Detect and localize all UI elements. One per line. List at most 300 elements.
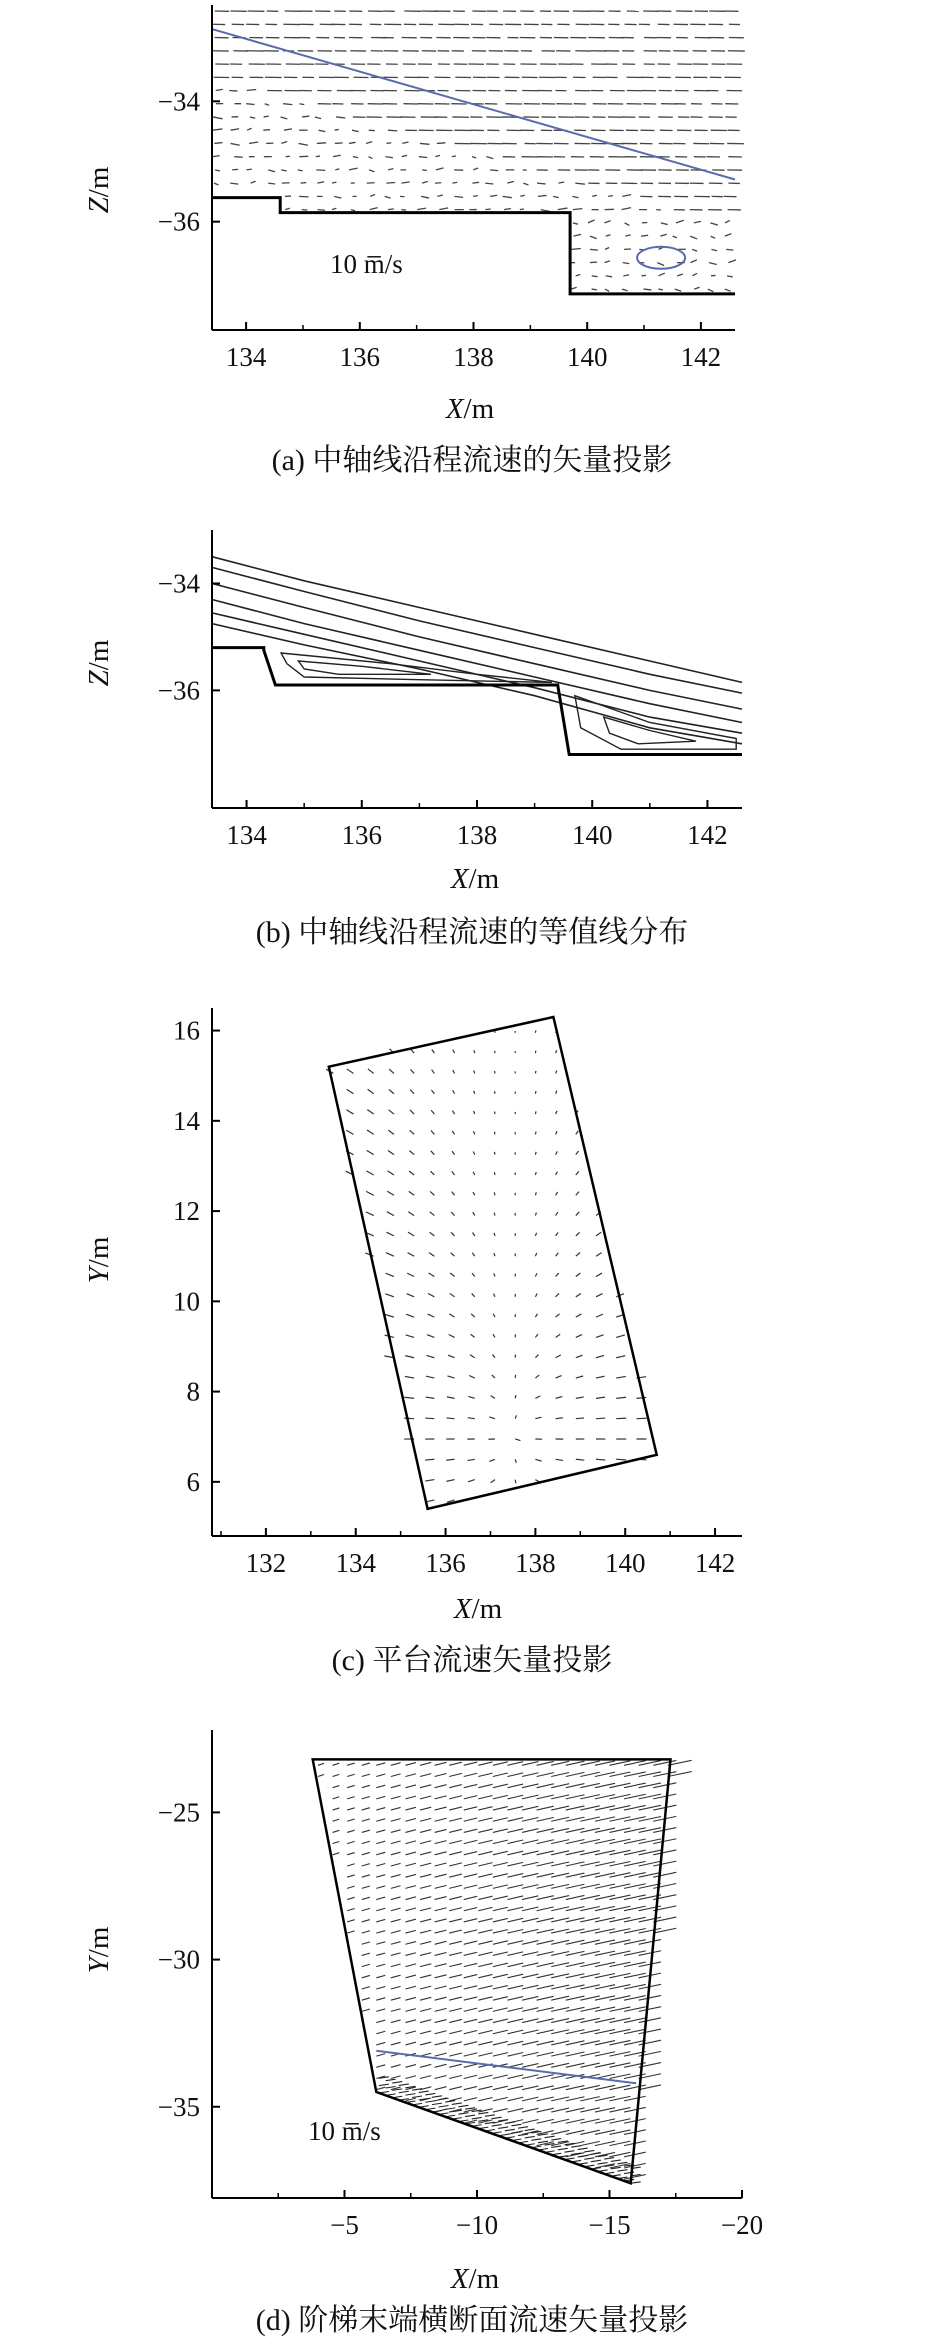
vector-arrow xyxy=(347,1774,354,1776)
vector-arrow xyxy=(346,1110,353,1114)
vector-arrow xyxy=(507,1963,523,1967)
vector-arrow xyxy=(507,1896,523,1900)
vector-arrow xyxy=(507,2097,523,2101)
panel-c-x-tick-label: 136 xyxy=(425,1548,466,1578)
vector-arrow xyxy=(623,263,630,264)
vector-arrow xyxy=(389,1069,394,1073)
vector-arrow xyxy=(450,1293,455,1296)
vector-arrow xyxy=(446,1480,454,1482)
vector-arrow xyxy=(376,1819,385,1821)
vector-arrow xyxy=(435,1919,447,1922)
vector-arrow xyxy=(391,1830,401,1833)
vector-arrow xyxy=(673,236,677,238)
vector-arrow xyxy=(464,2053,477,2056)
vector-arrow xyxy=(452,2103,462,2105)
vector-arrow xyxy=(622,195,631,197)
vector-arrow xyxy=(385,1314,394,1317)
vector-arrow xyxy=(596,1253,602,1257)
vector-arrow xyxy=(596,1273,602,1276)
vector-arrow xyxy=(449,1852,462,1855)
vector-arrow xyxy=(493,2097,508,2100)
vector-arrow xyxy=(409,1171,414,1175)
vector-arrow xyxy=(522,1941,538,1945)
vector-arrow xyxy=(478,1796,492,1799)
vector-arrow xyxy=(391,1841,401,1844)
vector-arrow xyxy=(492,2125,502,2127)
vector-arrow xyxy=(385,196,391,198)
vector-arrow xyxy=(537,1896,554,1900)
vector-arrow xyxy=(493,2041,508,2044)
vector-arrow xyxy=(246,104,254,105)
panel-c-y-axis-label: Y/m xyxy=(83,1236,115,1284)
vector-arrow xyxy=(507,1918,523,1922)
vector-arrow xyxy=(405,1356,414,1358)
vector-arrow xyxy=(387,1232,394,1236)
vector-arrow xyxy=(471,1314,475,1317)
vector-arrow xyxy=(388,1171,394,1175)
vector-arrow xyxy=(537,2097,554,2101)
vector-arrow xyxy=(525,2136,535,2138)
vector-arrow xyxy=(535,1314,537,1317)
panel-a-x-axis-label: X/m xyxy=(445,393,495,425)
vector-arrow xyxy=(319,130,326,131)
vector-arrow xyxy=(464,1852,477,1855)
vector-arrow xyxy=(596,1397,605,1398)
vector-arrow xyxy=(229,90,237,91)
vector-arrow xyxy=(449,1919,462,1922)
vector-arrow xyxy=(408,1232,414,1236)
vector-arrow xyxy=(449,2053,462,2056)
vector-arrow xyxy=(409,1151,414,1155)
vector-arrow xyxy=(437,195,442,196)
vector-arrow xyxy=(449,1975,462,1978)
vector-arrow xyxy=(464,1997,477,2000)
vector-arrow xyxy=(522,1918,538,1922)
vector-arrow xyxy=(507,1974,523,1978)
panel-c-axes xyxy=(173,1008,742,1578)
vector-arrow xyxy=(478,1952,492,1955)
vector-arrow xyxy=(537,2086,554,2090)
vector-arrow xyxy=(420,2076,431,2079)
vector-arrow xyxy=(507,1907,523,1911)
vector-arrow xyxy=(525,2129,535,2131)
vector-arrow xyxy=(426,1376,434,1378)
panel-c-x-tick-label: 132 xyxy=(245,1548,287,1578)
vector-arrow xyxy=(379,2084,389,2086)
vector-arrow xyxy=(420,1852,431,1855)
vector-arrow xyxy=(522,1963,538,1967)
vector-arrow xyxy=(420,143,429,144)
vector-arrow xyxy=(366,1171,373,1175)
vector-arrow xyxy=(493,1784,508,1787)
vector-arrow xyxy=(478,1907,492,1910)
vector-arrow xyxy=(432,1070,435,1074)
vector-arrow xyxy=(362,1852,370,1854)
vector-arrow xyxy=(472,182,479,183)
vector-arrow xyxy=(472,2117,482,2119)
vector-arrow xyxy=(429,1273,435,1276)
vector-arrow xyxy=(471,1334,475,1337)
vector-arrow xyxy=(551,2139,561,2141)
vector-arrow xyxy=(472,1253,474,1256)
vector-arrow xyxy=(490,170,498,171)
panel-a-eddy-contour xyxy=(637,247,685,269)
vector-arrow xyxy=(385,1294,394,1297)
vector-arrow xyxy=(404,1397,414,1398)
vector-arrow xyxy=(537,2030,554,2034)
vector-arrow xyxy=(435,2020,447,2023)
vector-arrow xyxy=(449,2064,462,2067)
vector-arrow xyxy=(367,1110,373,1114)
vector-arrow xyxy=(711,249,716,250)
vector-arrow xyxy=(347,1864,354,1866)
vector-arrow xyxy=(420,2009,431,2012)
vector-arrow xyxy=(410,1130,414,1134)
panel-c-caption: (c) 平台流速矢量投影 xyxy=(331,1644,613,1677)
vector-arrow xyxy=(507,1806,523,1810)
vector-arrow xyxy=(405,1886,415,1889)
vector-arrow xyxy=(405,2020,415,2023)
vector-arrow xyxy=(362,1774,370,1776)
vector-arrow xyxy=(464,1784,477,1787)
vector-arrow xyxy=(376,1964,385,1966)
panel-c-y-tick-label: 16 xyxy=(173,1015,200,1046)
vector-arrow xyxy=(362,1808,370,1810)
vector-arrow xyxy=(494,1192,495,1195)
vector-arrow xyxy=(376,1942,385,1944)
vector-arrow xyxy=(449,1863,462,1866)
vector-arrow xyxy=(405,1919,415,1922)
vector-arrow xyxy=(392,2082,402,2084)
vector-arrow xyxy=(425,1459,434,1460)
vector-arrow xyxy=(478,1885,492,1888)
vector-arrow xyxy=(391,1942,401,1945)
vector-arrow xyxy=(458,2113,468,2115)
vector-arrow xyxy=(405,1863,415,1866)
vector-arrow xyxy=(616,1418,626,1419)
vector-arrow xyxy=(576,1397,584,1398)
vector-arrow xyxy=(435,2076,447,2079)
vector-arrow xyxy=(389,1089,394,1093)
vector-arrow xyxy=(317,143,326,144)
vector-arrow xyxy=(522,1862,538,1866)
vector-arrow xyxy=(464,1952,477,1955)
vector-arrow xyxy=(537,1829,554,1833)
vector-arrow xyxy=(493,1840,508,1843)
vector-arrow xyxy=(425,2101,435,2103)
panel-a-x-tick-label: 140 xyxy=(566,342,608,372)
vector-arrow xyxy=(558,208,568,210)
vector-arrow xyxy=(606,235,611,236)
vector-arrow xyxy=(391,2031,401,2034)
vector-arrow xyxy=(535,1294,537,1297)
vector-arrow xyxy=(464,1818,477,1821)
vector-arrow xyxy=(391,1774,401,1777)
vector-arrow xyxy=(431,1110,434,1114)
vector-arrow xyxy=(507,1840,523,1844)
vector-arrow xyxy=(362,1908,370,1910)
vector-arrow xyxy=(405,1964,415,1967)
vector-arrow xyxy=(608,196,613,197)
vector-arrow xyxy=(439,2098,449,2100)
vector-arrow xyxy=(464,1840,477,1843)
vector-arrow xyxy=(420,1930,431,1933)
vector-arrow xyxy=(464,2008,477,2011)
panel-b-contour-lines xyxy=(212,557,742,744)
vector-arrow xyxy=(660,234,666,236)
vector-arrow xyxy=(419,157,427,158)
vector-arrow xyxy=(522,1784,538,1788)
vector-arrow xyxy=(347,1908,354,1910)
vector-arrow xyxy=(464,2064,477,2067)
vector-arrow xyxy=(391,1953,401,1956)
vector-arrow xyxy=(420,1953,431,1956)
vector-arrow xyxy=(421,196,429,198)
vector-arrow xyxy=(449,1785,462,1788)
vector-arrow xyxy=(264,116,269,117)
vector-arrow xyxy=(537,2008,554,2012)
vector-arrow xyxy=(511,2132,521,2134)
vector-arrow xyxy=(592,195,597,196)
vector-arrow xyxy=(537,1795,554,1799)
vector-arrow xyxy=(478,1807,492,1810)
vector-arrow xyxy=(388,1130,394,1134)
vector-arrow xyxy=(576,1131,579,1135)
vector-arrow xyxy=(420,1919,431,1922)
vector-arrow xyxy=(493,2086,508,2089)
vector-arrow xyxy=(347,1920,354,1922)
vector-arrow xyxy=(556,1232,558,1235)
vector-arrow xyxy=(420,1941,431,1944)
vector-arrow xyxy=(493,1930,508,1933)
vector-arrow xyxy=(405,2009,415,2012)
vector-arrow xyxy=(473,1172,475,1175)
vector-arrow xyxy=(333,1808,340,1810)
vector-arrow xyxy=(478,1896,492,1899)
vector-arrow xyxy=(474,1111,475,1114)
vector-arrow xyxy=(347,1819,354,1821)
vector-arrow xyxy=(556,1070,557,1073)
vector-arrow xyxy=(435,2031,447,2034)
vector-arrow xyxy=(405,1874,415,1877)
vector-arrow xyxy=(420,1796,431,1799)
vector-arrow xyxy=(590,262,597,263)
vector-arrow xyxy=(420,1997,431,2000)
vector-arrow xyxy=(402,142,408,143)
vector-arrow xyxy=(446,1459,454,1460)
vector-arrow xyxy=(537,1940,554,1944)
vector-arrow xyxy=(432,1049,435,1053)
vector-arrow xyxy=(213,129,223,130)
vector-arrow xyxy=(472,1293,475,1296)
vector-arrow xyxy=(420,1986,431,1989)
vector-arrow xyxy=(478,1986,492,1989)
vector-arrow xyxy=(493,1885,508,1888)
vector-arrow xyxy=(391,1886,401,1889)
vector-arrow xyxy=(335,143,343,144)
vector-arrow xyxy=(478,1818,492,1821)
vector-arrow xyxy=(283,104,292,105)
vector-arrow xyxy=(405,2042,415,2045)
vector-arrow xyxy=(362,1886,370,1888)
vector-arrow xyxy=(677,274,683,276)
vector-arrow xyxy=(478,1974,492,1977)
vector-arrow xyxy=(537,1884,554,1888)
vector-arrow xyxy=(556,1418,563,1419)
vector-arrow xyxy=(405,1763,415,1766)
vector-arrow xyxy=(507,1773,523,1777)
vector-arrow xyxy=(596,1355,604,1357)
vector-arrow xyxy=(436,168,444,170)
vector-arrow xyxy=(405,1841,415,1844)
vector-arrow xyxy=(464,2031,477,2034)
vector-arrow xyxy=(507,1851,523,1855)
vector-arrow xyxy=(405,1975,415,1978)
vector-arrow xyxy=(556,1273,559,1276)
vector-arrow xyxy=(478,1863,492,1866)
vector-arrow xyxy=(507,2086,523,2090)
vector-arrow xyxy=(494,1213,495,1216)
vector-arrow xyxy=(465,2108,475,2110)
vector-arrow xyxy=(507,1862,523,1866)
vector-arrow xyxy=(464,1941,477,1944)
vector-arrow xyxy=(537,1918,554,1922)
vector-arrow xyxy=(435,1941,447,1944)
vector-arrow xyxy=(376,1931,385,1933)
vector-arrow xyxy=(464,1930,477,1933)
vector-arrow xyxy=(537,2108,554,2112)
vector-arrow xyxy=(596,1335,604,1338)
vector-arrow xyxy=(515,1480,516,1484)
vector-arrow xyxy=(711,236,715,238)
vector-arrow xyxy=(451,1253,455,1257)
vector-arrow xyxy=(728,260,736,263)
panel-b-x-tick-label: 140 xyxy=(571,820,613,850)
vector-arrow xyxy=(376,2054,385,2056)
vector-arrow xyxy=(564,2151,574,2153)
vector-arrow xyxy=(576,1212,579,1216)
vector-arrow xyxy=(452,156,456,157)
vector-arrow xyxy=(657,263,664,266)
vector-arrow xyxy=(299,143,308,145)
vector-arrow xyxy=(692,249,697,251)
vector-arrow xyxy=(690,260,696,263)
vector-arrow xyxy=(391,1975,401,1978)
vector-arrow xyxy=(515,1395,516,1398)
vector-arrow xyxy=(232,169,238,170)
vector-arrow xyxy=(376,1875,385,1877)
vector-arrow xyxy=(435,1841,447,1844)
vector-arrow xyxy=(469,1375,475,1378)
vector-arrow xyxy=(556,1192,558,1195)
vector-arrow xyxy=(590,236,597,239)
panel-b-y-tick-label: −36 xyxy=(157,675,200,706)
vector-arrow xyxy=(420,2042,431,2045)
vector-arrow xyxy=(576,274,581,275)
vector-arrow xyxy=(616,1397,626,1398)
vector-arrow xyxy=(492,2117,502,2119)
vector-arrow xyxy=(376,1863,385,1865)
vector-arrow xyxy=(435,1885,447,1888)
vector-arrow xyxy=(537,1761,554,1765)
vector-arrow xyxy=(572,248,581,249)
vector-arrow xyxy=(535,1152,536,1155)
vector-arrow xyxy=(391,1763,401,1766)
vector-arrow xyxy=(588,220,595,223)
contour-line xyxy=(212,613,742,733)
vector-arrow xyxy=(449,2075,462,2078)
vector-arrow xyxy=(214,143,222,144)
vector-arrow xyxy=(535,1273,537,1276)
vector-arrow xyxy=(386,1253,394,1257)
panel-c-platform-outline xyxy=(329,1017,657,1509)
vector-arrow xyxy=(575,183,585,184)
vector-arrow xyxy=(333,1830,340,1832)
vector-arrow xyxy=(409,1191,414,1195)
vector-arrow xyxy=(661,223,668,225)
vector-arrow xyxy=(556,1172,558,1175)
vector-arrow xyxy=(333,1797,340,1799)
vector-arrow xyxy=(623,275,629,276)
vector-arrow xyxy=(690,236,697,239)
vector-arrow xyxy=(449,1896,462,1899)
vector-arrow xyxy=(391,1819,401,1822)
vector-arrow xyxy=(449,2042,462,2045)
vector-arrow xyxy=(420,2020,431,2023)
vector-arrow xyxy=(349,168,358,170)
vector-arrow xyxy=(347,1886,354,1888)
vector-arrow xyxy=(507,1985,523,1989)
panel-a-step-boundary xyxy=(212,198,735,294)
vector-arrow xyxy=(493,1986,508,1989)
vector-arrow xyxy=(281,142,287,144)
vector-arrow xyxy=(388,130,397,131)
panel-c-platform-vectors xyxy=(83,1008,742,1677)
vector-arrow xyxy=(464,1919,477,1922)
vector-arrow xyxy=(362,1942,370,1944)
vector-arrow xyxy=(464,1975,477,1978)
vector-arrow xyxy=(576,1253,580,1257)
panel-d-x-tick-label: −5 xyxy=(330,2210,359,2240)
vector-arrow xyxy=(518,2134,528,2136)
vector-arrow xyxy=(422,170,427,171)
vector-arrow xyxy=(522,2052,538,2056)
vector-arrow xyxy=(473,1131,474,1134)
panel-d-x-tick-label: −20 xyxy=(720,2210,764,2240)
vector-arrow xyxy=(376,1785,385,1787)
vector-arrow xyxy=(537,183,546,184)
vector-arrow xyxy=(431,1151,435,1155)
vector-arrow xyxy=(505,2129,515,2131)
vector-arrow xyxy=(408,1212,414,1216)
vector-arrow xyxy=(494,1294,495,1297)
vector-arrow xyxy=(452,1111,454,1114)
vector-arrow xyxy=(391,1897,401,1900)
vector-arrow xyxy=(391,2009,401,2012)
vector-arrow xyxy=(675,289,681,291)
panel-b-x-tick-label: 142 xyxy=(687,820,728,850)
vector-arrow xyxy=(362,1785,370,1787)
vector-arrow xyxy=(435,1975,447,1978)
vector-arrow xyxy=(332,208,336,209)
vector-arrow xyxy=(405,2094,415,2096)
vector-arrow xyxy=(604,2158,614,2160)
vector-arrow xyxy=(435,1796,447,1799)
vector-arrow xyxy=(420,1830,431,1833)
vector-arrow xyxy=(596,1459,605,1460)
vector-arrow xyxy=(507,181,514,183)
vector-arrow xyxy=(584,2150,594,2152)
